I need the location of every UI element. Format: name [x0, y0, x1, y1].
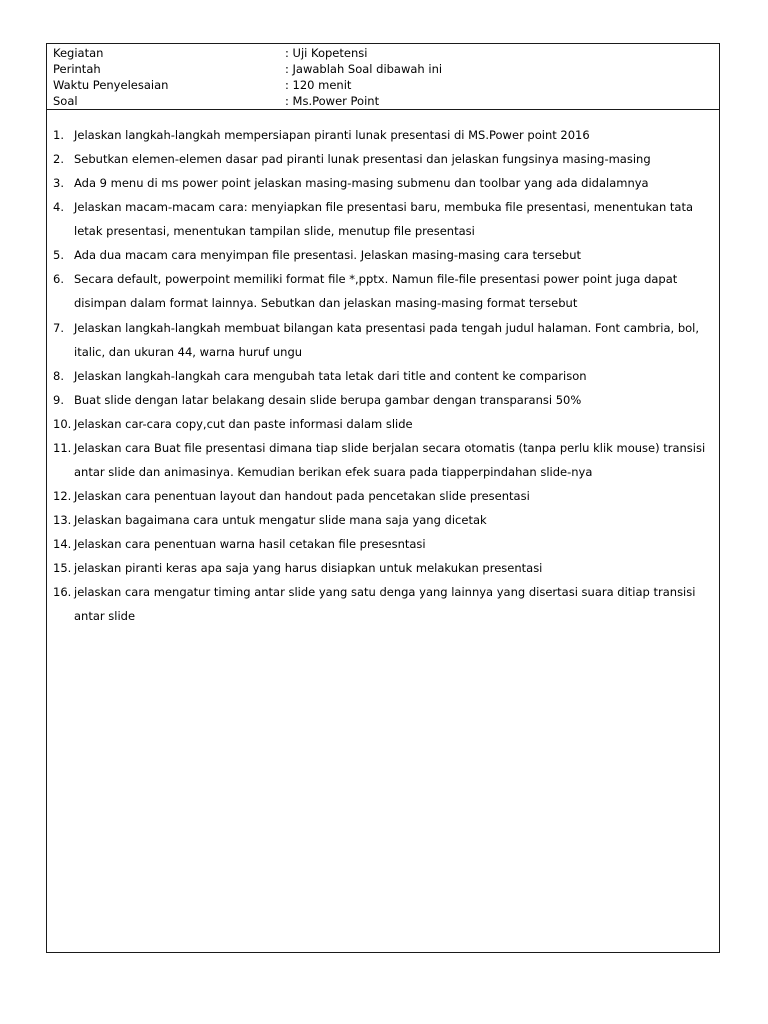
question-text: Jelaskan car-cara copy,cut dan paste informasi dalam slide [74, 417, 413, 431]
question-text: Jelaskan langkah-langkah mempersiapan piranti lunak presentasi di MS.Power point 2016 [74, 128, 590, 142]
question-number: 9. [53, 393, 64, 407]
question-text: Jelaskan cara penentuan warna hasil cetakan file presesntasi [74, 537, 426, 551]
question-text: Buat slide dengan latar belakang desain slide berupa gambar dengan transparansi 50% [74, 393, 582, 407]
question-number: 1. [53, 128, 64, 142]
question-text: Jelaskan macam-macam cara: menyiapkan file presentasi baru, membuka file presentasi, menentukan tata [74, 200, 694, 214]
question-number: 11. [53, 441, 72, 455]
question-number: 13. [53, 513, 72, 527]
header-label: Kegiatan [53, 46, 104, 60]
question-number: 15. [53, 561, 72, 575]
question-number: 6. [53, 272, 64, 286]
question-text: Ada dua macam cara menyimpan file presentasi. Jelaskan masing-masing cara tersebut [74, 248, 582, 262]
header-table [47, 44, 719, 110]
question-text: Sebutkan elemen-elemen dasar pad piranti lunak presentasi dan jelaskan fungsinya masing-masing [74, 152, 651, 166]
question-text: disimpan dalam format lainnya. Sebutkan dan jelaskan masing-masing format tersebut [74, 296, 578, 310]
question-text: Jelaskan cara Buat file presentasi dimana tiap slide berjalan secara otomatis (tanpa perlu klik mouse) transisi [74, 441, 706, 455]
question-text: letak presentasi, menentukan tampilan slide, menutup file presentasi [74, 224, 475, 238]
header-row-kegiatan [47, 45, 719, 61]
question-text: italic, dan ukuran 44, warna huruf ungu [74, 345, 303, 359]
question-number: 7. [53, 321, 64, 335]
question-number: 12. [53, 489, 72, 503]
header-label: Waktu Penyelesaian [53, 78, 169, 92]
header-row-soal [47, 93, 719, 109]
header-label: Soal [53, 94, 78, 108]
header-row-waktu [47, 77, 719, 93]
question-text: Jelaskan langkah-langkah cara mengubah tata letak dari title and content ke comparison [74, 369, 587, 383]
question-number: 5. [53, 248, 64, 262]
question-number: 2. [53, 152, 64, 166]
question-number: 10. [53, 417, 72, 431]
question-number: 3. [53, 176, 64, 190]
question-text: Jelaskan bagaimana cara untuk mengatur slide mana saja yang dicetak [74, 513, 487, 527]
question-text: jelaskan cara mengatur timing antar slide yang satu denga yang lainnya yang disertasi suara ditiap transisi [74, 585, 696, 599]
question-text: Secara default, powerpoint memiliki format file *,pptx. Namun file-file presentasi power point juga dapat [74, 272, 678, 286]
question-sheet [46, 43, 720, 953]
question-text: jelaskan piranti keras apa saja yang harus disiapkan untuk melakukan presentasi [74, 561, 543, 575]
question-number: 8. [53, 369, 64, 383]
question-text: antar slide [74, 609, 136, 623]
header-label: Perintah [53, 62, 101, 76]
header-value: : 120 menit [285, 78, 352, 92]
question-number: 14. [53, 537, 72, 551]
question-text: antar slide dan animasinya. Kemudian berikan efek suara pada tiapperpindahan slide-nya [74, 465, 593, 479]
question-text: Ada 9 menu di ms power point jelaskan masing-masing submenu dan toolbar yang ada didalamnya [74, 176, 649, 190]
header-value: : Ms.Power Point [285, 94, 380, 108]
question-number: 16. [53, 585, 72, 599]
question-number: 4. [53, 200, 64, 214]
header-value: : Uji Kopetensi [285, 46, 368, 60]
question-text: Jelaskan langkah-langkah membuat bilangan kata presentasi pada tengah judul halaman. Font cambria, bol, [74, 321, 700, 335]
question-text: Jelaskan cara penentuan layout dan handout pada pencetakan slide presentasi [74, 489, 530, 503]
header-row-perintah [47, 61, 719, 77]
header-value: : Jawablah Soal dibawah ini [285, 62, 443, 76]
